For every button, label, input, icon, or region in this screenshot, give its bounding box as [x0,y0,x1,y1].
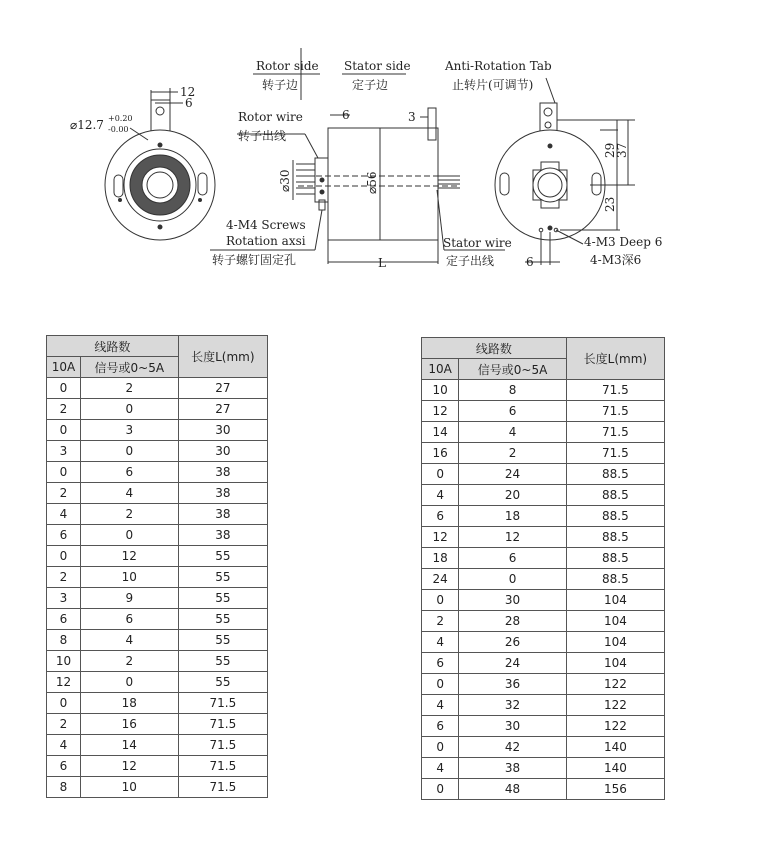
table-cell: 4 [422,632,459,653]
table-cell: 6 [80,462,178,483]
table-row [422,590,665,611]
table-cell: 71.5 [566,443,664,464]
table-cell: 18 [422,548,459,569]
table-cell: 2 [80,651,178,672]
table-row [47,399,268,420]
table-cell: 140 [566,758,664,779]
table-cell: 0 [422,590,459,611]
table-cell: 20 [459,485,567,506]
table-row [47,609,268,630]
table-cell: 6 [422,653,459,674]
table-cell: 0 [47,546,81,567]
table-cell: 3 [47,441,81,462]
table-row [422,695,665,716]
table-cell: 12 [47,672,81,693]
table-cell: 0 [422,737,459,758]
header-length: 长度L(mm) [178,336,267,378]
table-cell: 71.5 [566,422,664,443]
table-cell: 55 [178,609,267,630]
table-cell: 2 [80,378,178,399]
table-cell: 88.5 [566,485,664,506]
table-cell: 88.5 [566,527,664,548]
rotor-side-label: Rotor side [256,59,319,73]
table-cell: 38 [178,483,267,504]
table-row [422,737,665,758]
table-cell: 55 [178,630,267,651]
table-cell: 55 [178,546,267,567]
table-row [422,527,665,548]
table-cell: 12 [80,546,178,567]
table-cell: 18 [80,693,178,714]
table-cell: 55 [178,672,267,693]
table-cell: 4 [422,695,459,716]
table-row [422,569,665,590]
table-row [422,758,665,779]
table-cell: 71.5 [178,714,267,735]
table-cell: 122 [566,674,664,695]
anti-rotation-label: Anti-Rotation Tab [445,59,552,73]
table-cell: 12 [80,756,178,777]
table-cell: 55 [178,588,267,609]
table-row [422,632,665,653]
table-cell: 71.5 [566,380,664,401]
table-cell: 4 [422,485,459,506]
bore-tol-upper: +0.20 [108,114,133,123]
table-row [47,735,268,756]
table-cell: 0 [422,464,459,485]
table-cell: 0 [80,672,178,693]
table-cell: 0 [80,441,178,462]
table-cell: 8 [47,630,81,651]
table-cell: 8 [47,777,81,798]
table-cell: 30 [459,716,567,737]
bore-diameter-label: ⌀12.7 [70,118,104,132]
table-cell: 2 [47,567,81,588]
m3-deep-label-cn: 4-M3深6 [590,253,642,267]
table-cell: 2 [47,399,81,420]
table-cell: 0 [422,674,459,695]
table-cell: 48 [459,779,567,800]
rotor-wire-label: Rotor wire [238,110,303,124]
table-cell: 30 [178,441,267,462]
table-row [47,588,268,609]
table-cell: 0 [422,779,459,800]
table-row [422,464,665,485]
table-cell: 9 [80,588,178,609]
table-cell: 27 [178,399,267,420]
table-row [47,420,268,441]
rotor-wire-label-cn: 转子出线 [238,129,287,143]
table-cell: 88.5 [566,464,664,485]
table-cell: 4 [422,758,459,779]
dim-d30: ⌀30 [278,169,292,192]
header-signal: 信号或0~5A [80,357,178,378]
table-row [47,462,268,483]
table-cell: 2 [459,443,567,464]
table-cell: 24 [422,569,459,590]
table-row [47,567,268,588]
table-row [422,653,665,674]
table-row [47,378,268,399]
table-cell: 24 [459,653,567,674]
table-cell: 0 [459,569,567,590]
table-cell: 6 [47,525,81,546]
table-cell: 0 [80,399,178,420]
table-cell: 88.5 [566,569,664,590]
table-row [47,672,268,693]
table-cell: 4 [80,630,178,651]
table-cell: 140 [566,737,664,758]
table-cell: 12 [422,527,459,548]
table-cell: 6 [47,756,81,777]
dim-d56: ⌀56 [365,171,379,194]
table-row [47,546,268,567]
technical-drawing [0,0,760,280]
dim-23: 23 [603,196,617,212]
table-cell: 38 [178,504,267,525]
table-cell: 0 [47,462,81,483]
dim-12: 12 [180,85,196,99]
table-row [47,777,268,798]
table-cell: 18 [459,506,567,527]
table-cell: 3 [47,588,81,609]
table-cell: 0 [47,420,81,441]
spec-table-right [421,337,665,800]
table-cell: 6 [459,548,567,569]
table-cell: 3 [80,420,178,441]
rotation-axis-label: Rotation axsi [226,234,306,248]
table-cell: 38 [178,462,267,483]
dim-29: 29 [603,142,617,158]
dim-37: 37 [615,142,629,158]
table-cell: 12 [459,527,567,548]
header-10a: 10A [422,359,459,380]
spec-table-left [46,335,268,798]
table-row [422,422,665,443]
anti-rotation-label-cn: 止转片(可调节) [452,78,534,92]
table-cell: 0 [80,525,178,546]
dim-6c: 6 [526,255,534,269]
table-cell: 42 [459,737,567,758]
table-cell: 38 [178,525,267,546]
table-cell: 36 [459,674,567,695]
table-cell: 156 [566,779,664,800]
table-cell: 122 [566,695,664,716]
table-row [47,504,268,525]
table-cell: 55 [178,567,267,588]
header-signal: 信号或0~5A [459,359,567,380]
table-row [422,779,665,800]
stator-wire-label: Stator wire [443,236,512,250]
table-row [422,485,665,506]
table-cell: 26 [459,632,567,653]
table-cell: 2 [80,504,178,525]
table-row [422,716,665,737]
table-cell: 10 [422,380,459,401]
table-cell: 6 [422,506,459,527]
table-cell: 28 [459,611,567,632]
table-cell: 10 [80,777,178,798]
table-cell: 16 [80,714,178,735]
table-cell: 104 [566,611,664,632]
m3-deep-label: 4-M3 Deep 6 [584,235,663,249]
table-row [422,611,665,632]
table-cell: 6 [422,716,459,737]
table-row [422,548,665,569]
table-cell: 4 [47,504,81,525]
dim-L: L [378,256,386,270]
table-cell: 104 [566,632,664,653]
table-cell: 0 [47,378,81,399]
dim-6b: 6 [342,108,350,122]
header-length: 长度L(mm) [566,338,664,380]
table-cell: 104 [566,653,664,674]
table-row [47,525,268,546]
table-row [47,483,268,504]
stator-wire-label-cn: 定子出线 [446,254,495,268]
table-cell: 55 [178,651,267,672]
table-cell: 30 [178,420,267,441]
table-cell: 24 [459,464,567,485]
header-line-count: 线路数 [422,338,567,359]
bore-tol-lower: -0.00 [108,125,129,134]
rotor-side-label-cn: 转子边 [262,78,299,92]
table-cell: 88.5 [566,506,664,527]
table-cell: 88.5 [566,548,664,569]
table-row [422,443,665,464]
table-cell: 2 [422,611,459,632]
table-cell: 4 [80,483,178,504]
table-row [47,441,268,462]
table-cell: 71.5 [178,693,267,714]
table-cell: 0 [47,693,81,714]
table-cell: 14 [80,735,178,756]
table-row [422,401,665,422]
table-cell: 14 [422,422,459,443]
table-row [422,674,665,695]
dim-6a: 6 [185,96,193,110]
table-cell: 2 [47,483,81,504]
table-row [47,714,268,735]
table-cell: 4 [459,422,567,443]
table-cell: 27 [178,378,267,399]
table-cell: 6 [80,609,178,630]
stator-side-label: Stator side [344,59,411,73]
m4-screws-label: 4-M4 Screws [226,218,306,232]
table-cell: 10 [80,567,178,588]
table-cell: 71.5 [178,735,267,756]
table-cell: 71.5 [566,401,664,422]
header-10a: 10A [47,357,81,378]
table-cell: 122 [566,716,664,737]
table-cell: 8 [459,380,567,401]
m4-screws-label-cn: 转子螺钉固定孔 [212,253,297,267]
table-cell: 10 [47,651,81,672]
table-row [47,756,268,777]
rotor-face-view [105,88,215,240]
stator-side-label-cn: 定子边 [352,78,389,92]
table-row [422,506,665,527]
table-cell: 6 [459,401,567,422]
dim-3: 3 [408,110,416,124]
table-row [47,651,268,672]
table-cell: 71.5 [178,756,267,777]
table-row [47,630,268,651]
table-cell: 104 [566,590,664,611]
table-cell: 71.5 [178,777,267,798]
table-cell: 30 [459,590,567,611]
table-cell: 12 [422,401,459,422]
table-row [47,693,268,714]
table-cell: 32 [459,695,567,716]
table-cell: 4 [47,735,81,756]
table-cell: 38 [459,758,567,779]
table-row [422,380,665,401]
table-cell: 6 [47,609,81,630]
header-line-count: 线路数 [47,336,179,357]
table-cell: 2 [47,714,81,735]
table-cell: 16 [422,443,459,464]
